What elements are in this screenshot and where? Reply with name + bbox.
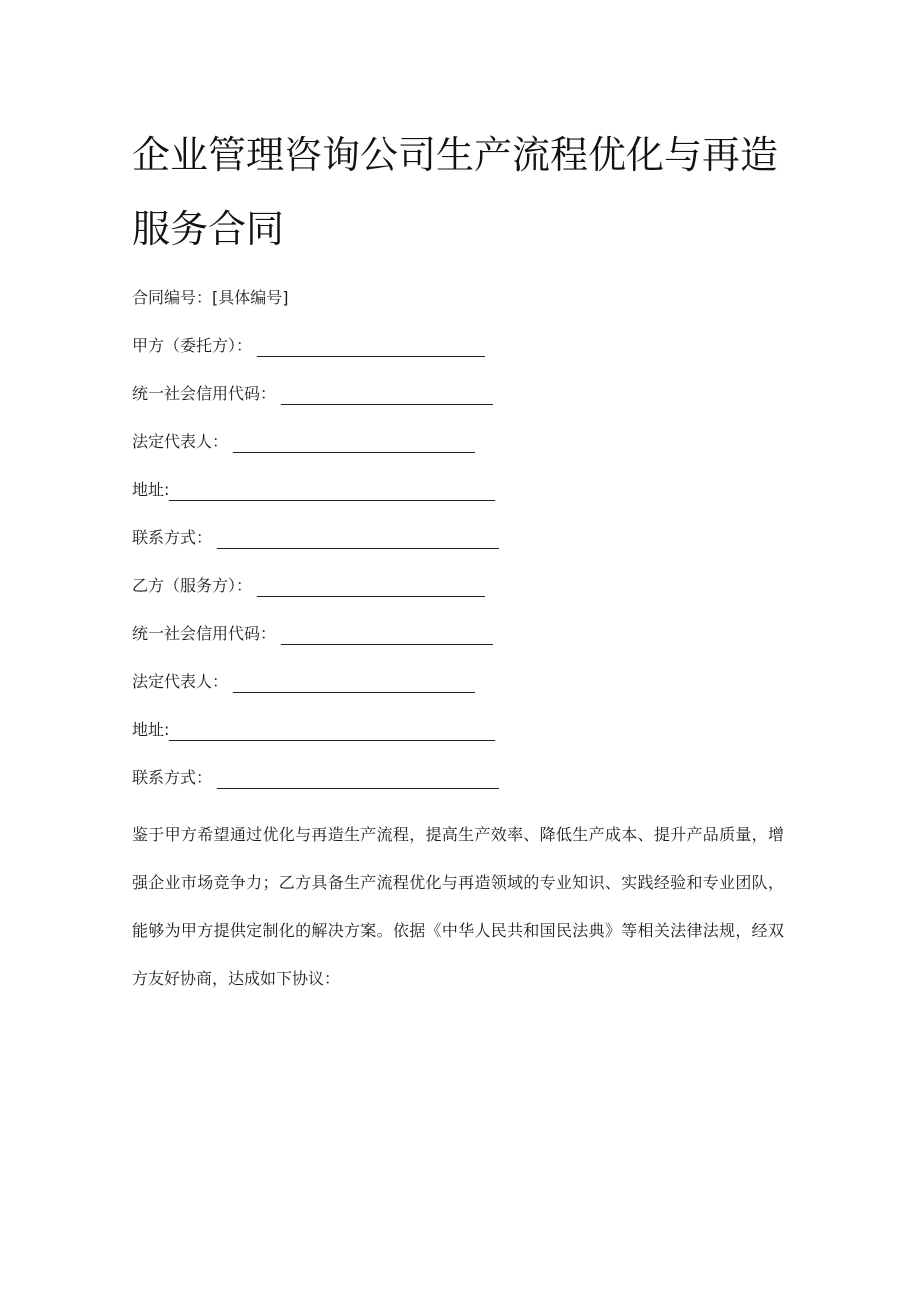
preamble-paragraph: 鉴于甲方希望通过优化与再造生产流程，提高生产效率、降低生产成本、提升产品质量，增强企业市场竞争力；乙方具备生产流程优化与再造领域的专业知识、实践经验和专业团队，能够为甲方提供定制化的解决方案。依据《中华人民共和国民法典》等相关法律法规，经双方友好协商，达成如下协议：	[132, 825, 784, 988]
party-b-address-label: 地址:	[132, 720, 170, 739]
party-a-legal-rep-line	[132, 431, 475, 453]
party-a-heading-line	[132, 335, 485, 357]
party-a-contact-label: 联系方式：	[132, 528, 213, 547]
party-a-heading: 甲方（委托方）：	[132, 336, 253, 355]
party-a-contact-line	[132, 527, 499, 549]
party-b-address-line	[132, 719, 495, 741]
party-b-contact-blank[interactable]	[217, 768, 499, 789]
party-b-legal-rep-blank[interactable]	[233, 672, 475, 693]
party-b-legal-rep-label: 法定代表人：	[132, 672, 229, 691]
party-a-address-blank[interactable]	[169, 480, 495, 501]
party-a-legal-rep-blank[interactable]	[233, 432, 475, 453]
document-title: 企业管理咨询公司生产流程优化与再造服务合同	[132, 133, 779, 251]
party-b-heading-line	[132, 575, 485, 597]
contract-number-label: 合同编号：	[132, 288, 213, 307]
party-b-credit-code-label: 统一社会信用代码：	[132, 624, 277, 643]
party-a-legal-rep-label: 法定代表人：	[132, 432, 229, 451]
party-a-name-blank[interactable]	[257, 336, 485, 357]
party-a-credit-code-label: 统一社会信用代码：	[132, 384, 277, 403]
party-b-address-blank[interactable]	[169, 720, 495, 741]
contract-number-value: [具体编号]	[212, 288, 289, 307]
party-b-credit-code-blank[interactable]	[281, 624, 493, 645]
party-a-contact-blank[interactable]	[217, 528, 499, 549]
party-a-address-line	[132, 479, 495, 501]
party-b-credit-code-line	[132, 623, 493, 645]
contract-number-line	[132, 287, 289, 309]
party-b-contact-label: 联系方式：	[132, 768, 213, 787]
party-a-address-label: 地址:	[132, 480, 170, 499]
party-b-contact-line	[132, 767, 499, 789]
party-b-legal-rep-line	[132, 671, 475, 693]
party-a-credit-code-line	[132, 383, 493, 405]
party-a-credit-code-blank[interactable]	[281, 384, 493, 405]
party-b-heading: 乙方（服务方）：	[132, 576, 253, 595]
party-b-name-blank[interactable]	[257, 576, 485, 597]
